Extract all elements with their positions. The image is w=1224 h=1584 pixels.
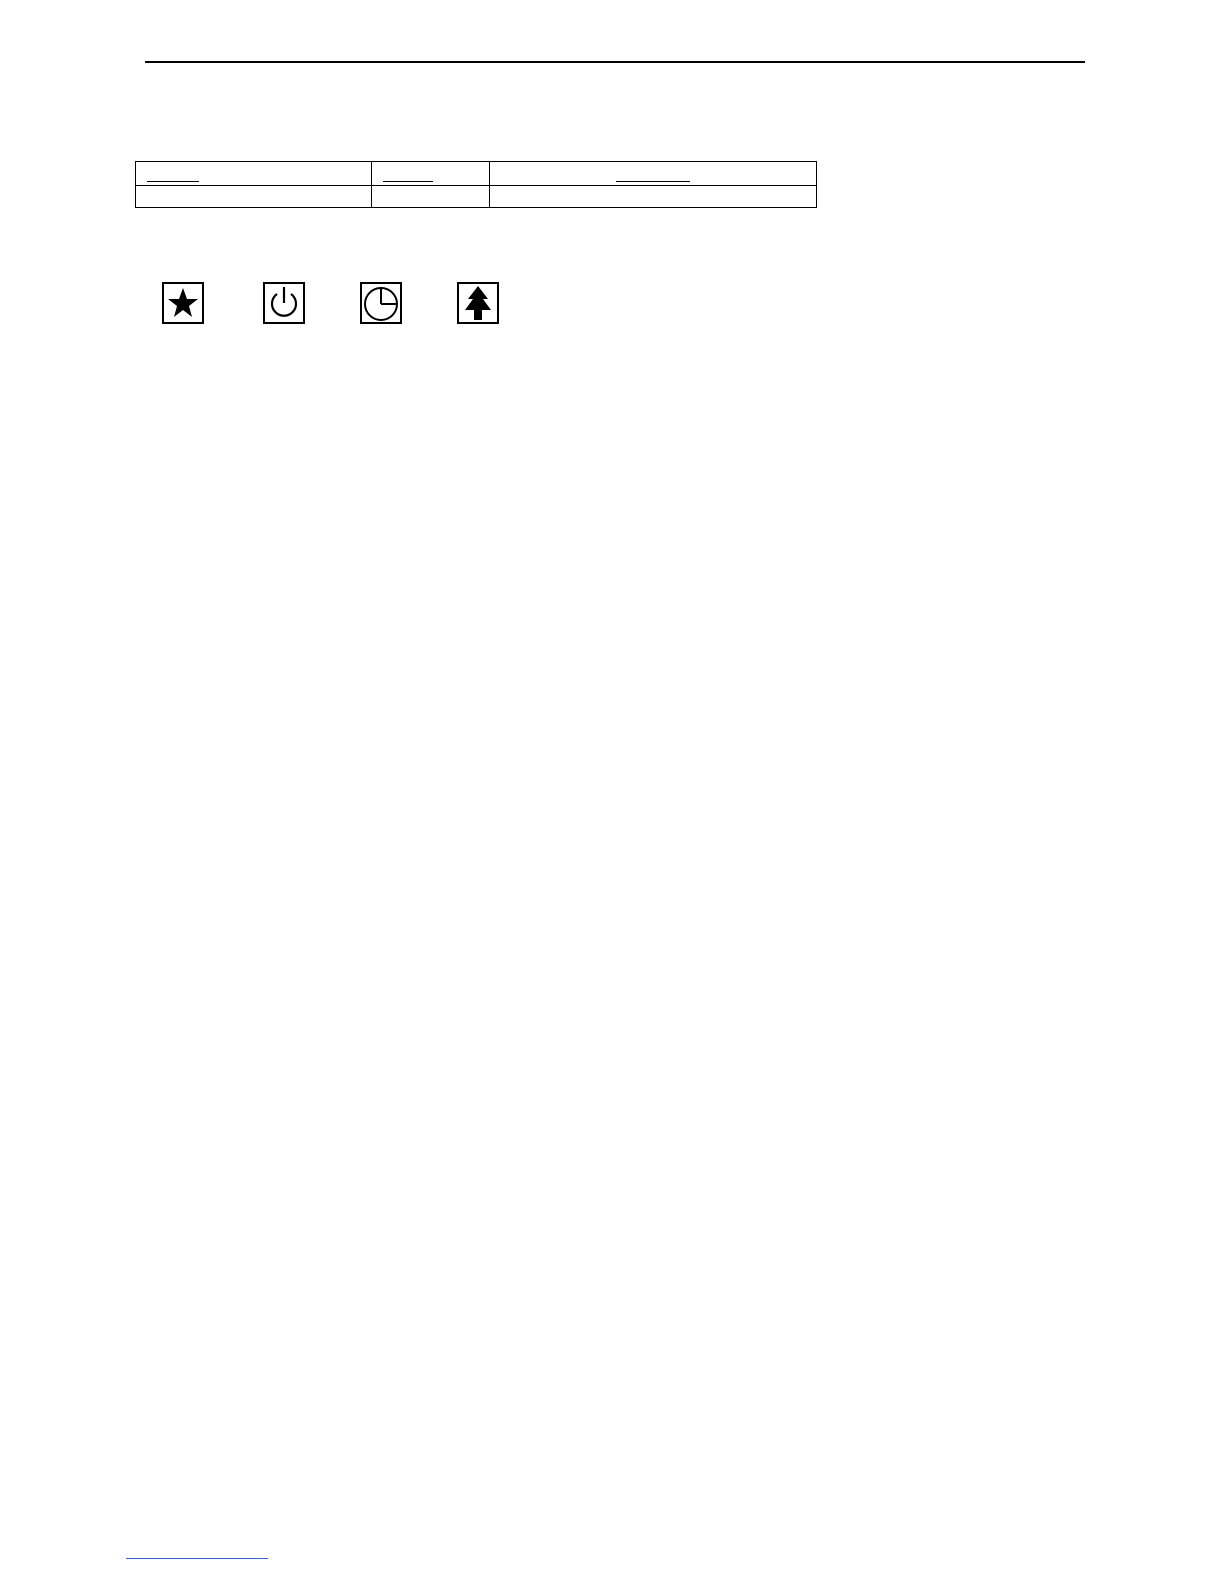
star-icon xyxy=(162,282,204,324)
timer-icon xyxy=(360,282,402,324)
power-icon xyxy=(263,282,305,324)
tree-icon xyxy=(457,282,499,324)
footer-bar xyxy=(142,1483,1084,1489)
footer-link-underline[interactable] xyxy=(126,1558,268,1559)
